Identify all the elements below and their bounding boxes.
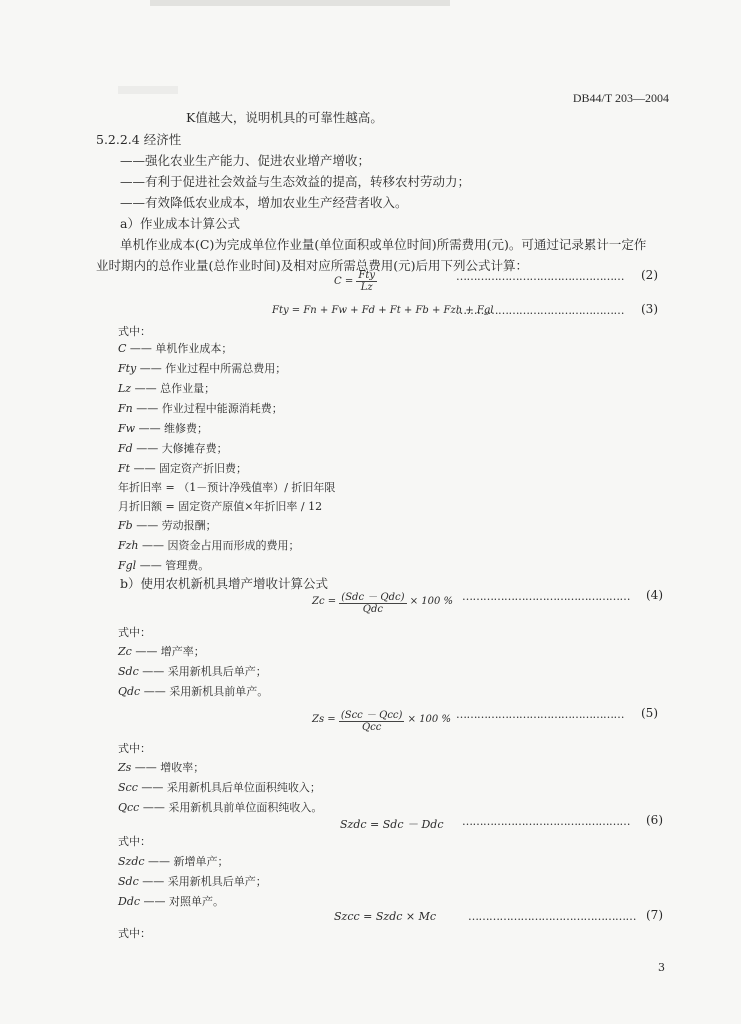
equation-number-2: (2) xyxy=(641,268,658,282)
where-label-5: 式中： xyxy=(118,927,151,940)
equation-number-4: (4) xyxy=(646,588,663,602)
definition-row: Fty —— 作业过程中所需总费用； xyxy=(118,362,287,375)
definition-row: Qdc —— 采用新机具前单产。 xyxy=(118,685,269,698)
where-label-3: 式中： xyxy=(118,742,151,755)
definition-row: Fd —— 大修摊存费； xyxy=(118,442,228,455)
leader-dots-7: ………………………………………… xyxy=(468,910,636,923)
paragraph-line-1: 单机作业成本(C)为完成单位作业量(单位面积或单位时间)所需费用(元)。可通过记录累计一定作 xyxy=(120,237,647,252)
equation-5: Zs = $\frac{\text{(Scc － Qcc)}}{\text{Qcc}}$ × 100 % xyxy=(312,706,451,733)
leader-dots-3: ………………………………………… xyxy=(456,304,624,317)
equation-number-7: (7) xyxy=(646,908,663,922)
definition-row: C —— 单机作业成本； xyxy=(118,342,233,355)
section-heading: 5.2.2.4 经济性 xyxy=(96,132,182,147)
bleed-through-mark xyxy=(118,86,178,94)
definition-row: Fn —— 作业过程中能源消耗费； xyxy=(118,402,283,415)
subheading-a: a）作业成本计算公式 xyxy=(120,216,240,231)
document-id: DB44/T 203—2004 xyxy=(572,91,669,105)
definition-row: Lz —— 总作业量； xyxy=(118,382,216,395)
equation-number-5: (5) xyxy=(641,706,658,720)
definition-row: Fb —— 劳动报酬； xyxy=(118,519,217,532)
definition-row: Fw —— 维修费； xyxy=(118,422,209,435)
definition-row: Ft —— 固定资产折旧费； xyxy=(118,462,248,475)
definition-row: Zs —— 增收率； xyxy=(118,761,205,774)
depreciation-rate-formula: 年折旧率 = （1－预计净残值率）/ 折旧年限 xyxy=(118,481,336,494)
bullet-1: ——强化农业生产能力、促进农业增产增收； xyxy=(120,153,371,168)
definition-row: Scc —— 采用新机具后单位面积纯收入； xyxy=(118,781,321,794)
definition-row: Fgl —— 管理费。 xyxy=(118,559,210,572)
bleed-through-strip xyxy=(150,0,450,6)
equation-6: Szdc = Sdc － Ddc xyxy=(340,818,444,831)
definition-row: Sdc —— 采用新机具后单产； xyxy=(118,665,267,678)
equation-number-6: (6) xyxy=(646,813,663,827)
equation-2: C = $\frac{\text{Fty}}{Lz}$ xyxy=(334,270,376,293)
definition-row: Zc —— 增产率； xyxy=(118,645,205,658)
monthly-depreciation-formula: 月折旧额 = 固定资产原值×年折旧率 / 12 xyxy=(118,500,323,513)
subheading-b: b）使用农机新机具增产增收计算公式 xyxy=(120,576,329,591)
leader-dots-2: ………………………………………… xyxy=(456,270,624,283)
paragraph-line-2: 业时期内的总作业量(总作业时间)及相对应所需总费用(元)后用下列公式计算： xyxy=(96,258,529,273)
leader-dots-4: ………………………………………… xyxy=(462,590,630,603)
leader-dots-5: ………………………………………… xyxy=(456,708,624,721)
equation-7: Szcc = Szdc × Mc xyxy=(334,910,437,923)
definition-row: Qcc —— 采用新机具前单位面积纯收入。 xyxy=(118,801,323,814)
bullet-3: ——有效降低农业成本，增加农业生产经营者收入。 xyxy=(120,195,408,210)
definition-row: Sdc —— 采用新机具后单产； xyxy=(118,875,267,888)
where-label-2: 式中： xyxy=(118,626,151,639)
equation-3: Fty = Fn + Fw + Fd + Ft + Fb + Fzh + Fgl xyxy=(272,305,494,316)
definition-row: Fzh —— 因资金占用而形成的费用； xyxy=(118,539,300,552)
equation-4: Zc = $\frac{\text{(Sdc － Qdc)}}{\text{Qdc}}$ × 100 % xyxy=(312,588,453,615)
leader-dots-6: ………………………………………… xyxy=(462,815,630,828)
where-label-4: 式中： xyxy=(118,835,151,848)
definition-row: Szdc —— 新增单产； xyxy=(118,855,229,868)
k-value-note: K值越大，说明机具的可靠性越高。 xyxy=(186,110,383,125)
bullet-2: ——有利于促进社会效益与生态效益的提高，转移农村劳动力； xyxy=(120,174,471,189)
definition-row: Ddc —— 对照单产。 xyxy=(118,895,225,908)
equation-number-3: (3) xyxy=(641,302,658,316)
page-number: 3 xyxy=(658,961,665,974)
where-label-1: 式中： xyxy=(118,325,151,338)
